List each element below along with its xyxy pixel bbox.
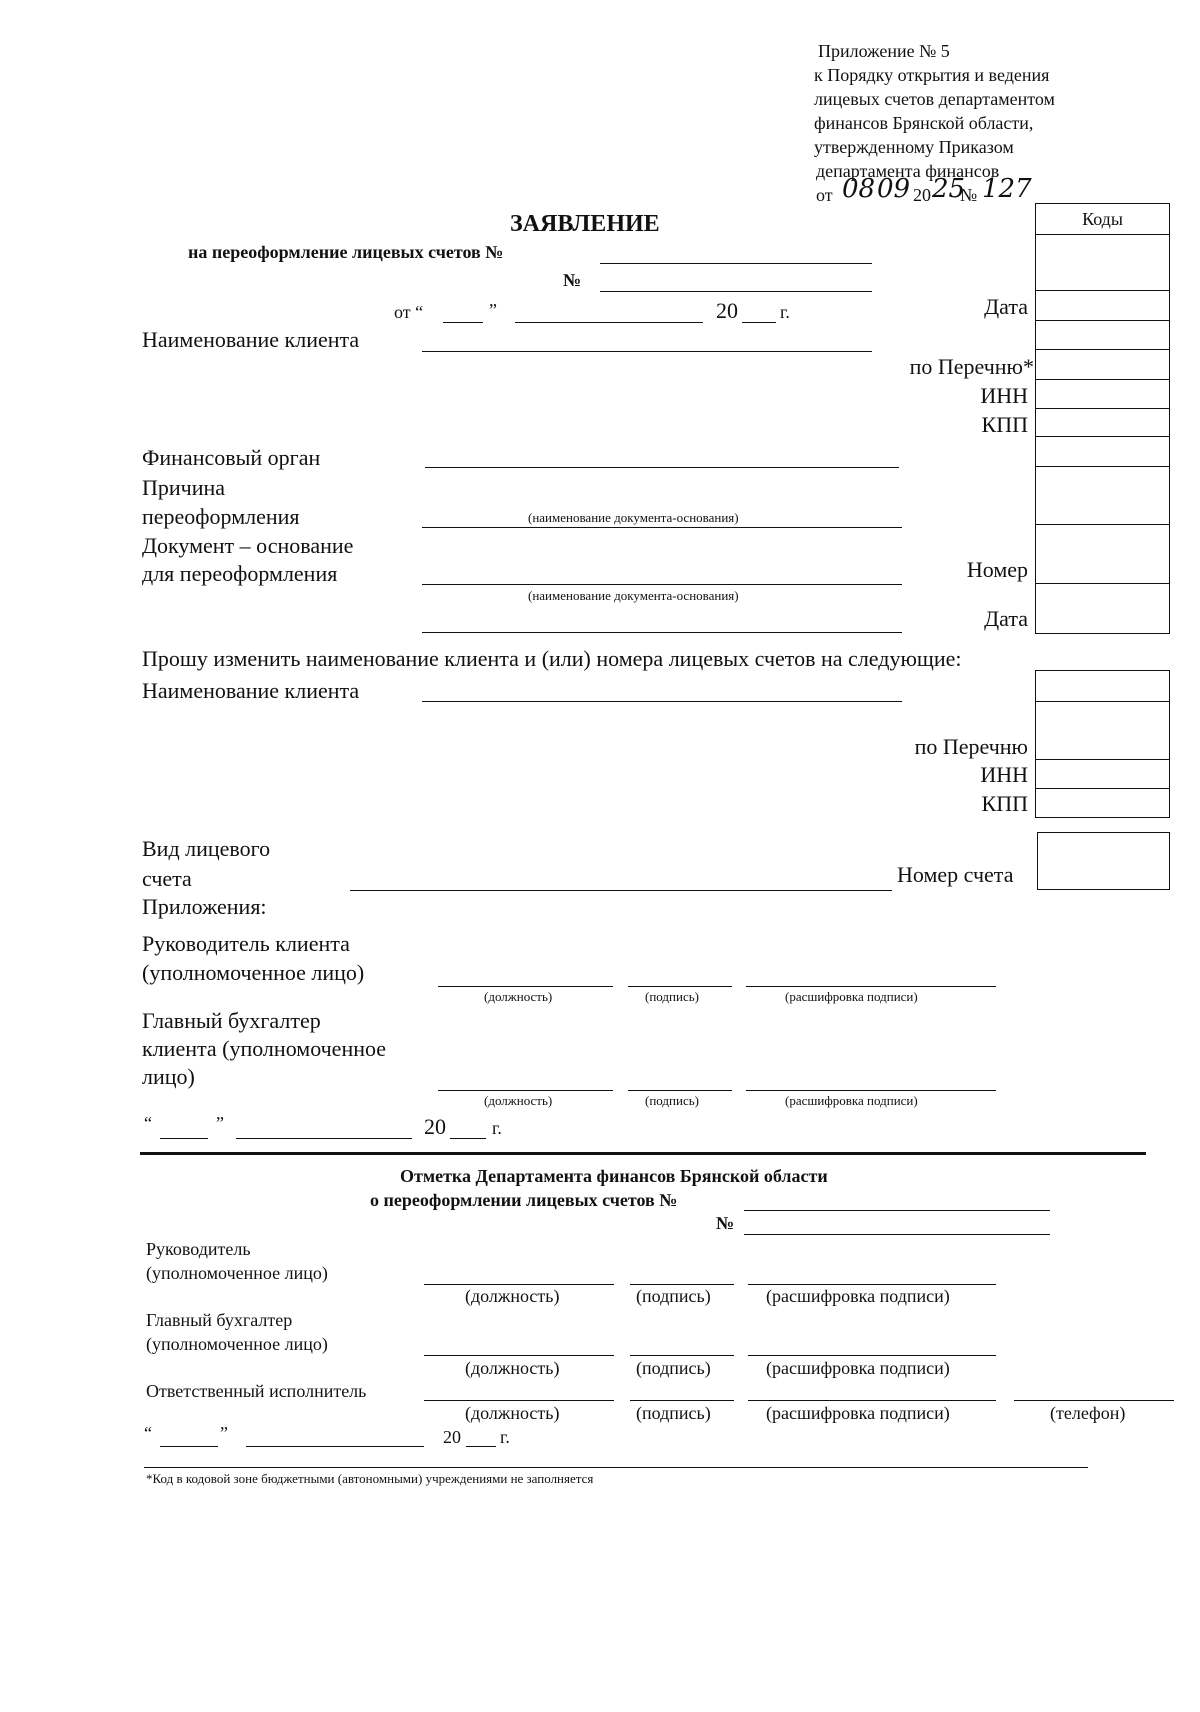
- account-number-2-line[interactable]: [600, 291, 872, 292]
- sig-acc-signature-hint: (подпись): [645, 1093, 699, 1108]
- sig-acc-position-hint: (должность): [484, 1093, 553, 1108]
- annex-hand-day: 08: [842, 174, 876, 204]
- number-sign-2: №: [563, 270, 582, 290]
- date-close-quote: ”: [489, 300, 497, 320]
- dept-date-close: ”: [220, 1423, 228, 1443]
- sig-head-signature-line[interactable]: [628, 986, 732, 987]
- sig-head-label-1: Руководитель клиента: [142, 931, 350, 956]
- date-year-line[interactable]: [742, 322, 776, 323]
- attachments-label: Приложения:: [142, 894, 267, 919]
- doc-hint-2: (наименование документа-основания): [528, 588, 739, 603]
- date-year-prefix: 20: [716, 298, 738, 323]
- date-from: от “: [394, 302, 424, 322]
- codes-date2-label: Дата: [984, 606, 1028, 631]
- sig-date-year-line[interactable]: [450, 1138, 486, 1139]
- sig-head-decode-hint: (расшифровка подписи): [785, 989, 918, 1004]
- reason-line[interactable]: [422, 527, 902, 528]
- dept-acc-decode-hint: (расшифровка подписи): [766, 1358, 950, 1378]
- doc-basis-label-2: для переоформления: [142, 561, 338, 586]
- dept-date-year-suffix: г.: [500, 1427, 510, 1447]
- dept-head-position-line[interactable]: [424, 1284, 614, 1285]
- dept-title-1: Отметка Департамента финансов Брянской области: [400, 1166, 828, 1186]
- sig-date-month-line[interactable]: [236, 1138, 412, 1139]
- new-client-name-line[interactable]: [422, 701, 902, 702]
- new-codes-table: [1035, 670, 1170, 818]
- dept-date-year-line[interactable]: [466, 1446, 496, 1447]
- codes-inn-label: ИНН: [980, 383, 1028, 408]
- dept-head-position-hint: (должность): [465, 1286, 560, 1306]
- dept-executor-label: Ответственный исполнитель: [146, 1381, 367, 1401]
- annex-year-prefix: 20: [913, 185, 931, 205]
- doc-hint-1: (наименование документа-основания): [528, 510, 739, 525]
- annex-line-3: финансов Брянской области,: [814, 113, 1034, 133]
- dept-acc-label-2: (уполномоченное лицо): [146, 1334, 328, 1354]
- annex-line-2: лицевых счетов департаментом: [814, 89, 1055, 109]
- fin-organ-label: Финансовый орган: [142, 445, 321, 470]
- reason-label-1: Причина: [142, 475, 226, 500]
- annex-line-4: утвержденному Приказом: [814, 137, 1014, 157]
- dept-exec-decode-hint: (расшифровка подписи): [766, 1403, 950, 1423]
- annex-hand-year: 25: [932, 174, 966, 204]
- fin-organ-line[interactable]: [425, 467, 899, 468]
- dept-acc-label-1: Главный бухгалтер: [146, 1310, 293, 1330]
- codes-header: Коды: [1082, 209, 1123, 229]
- sig-head-signature-hint: (подпись): [645, 989, 699, 1004]
- dept-date-day-line[interactable]: [160, 1446, 218, 1447]
- dept-exec-phone-hint: (телефон): [1050, 1403, 1126, 1423]
- sig-date-year-prefix: 20: [424, 1114, 446, 1139]
- dept-acc-signature-hint: (подпись): [636, 1358, 711, 1378]
- doc-basis-line[interactable]: [422, 584, 902, 585]
- dept-number-sign-2: №: [716, 1213, 735, 1233]
- annex-hand-month: 09: [877, 174, 911, 204]
- sig-acc-decode-line[interactable]: [746, 1090, 996, 1091]
- account-type-label-1: Вид лицевого: [142, 836, 271, 861]
- dept-head-label-2: (уполномоченное лицо): [146, 1263, 328, 1283]
- account-type-line[interactable]: [350, 890, 892, 891]
- dept-head-signature-line[interactable]: [630, 1284, 734, 1285]
- annex-line-5: департамента финансов: [816, 161, 1000, 181]
- annex-line-1: к Порядку открытия и ведения: [814, 65, 1050, 85]
- dept-acc-position-line[interactable]: [424, 1355, 614, 1356]
- sig-head-position-hint: (должность): [484, 989, 553, 1004]
- codes-table: [1035, 203, 1170, 634]
- sig-acc-position-line[interactable]: [438, 1090, 613, 1091]
- client-name-label: Наименование клиента: [142, 327, 360, 352]
- sig-acc-label-1: Главный бухгалтер: [142, 1008, 321, 1033]
- reason-label-2: переоформления: [142, 504, 300, 529]
- sig-acc-decode-hint: (расшифровка подписи): [785, 1093, 918, 1108]
- sig-date-close: ”: [216, 1113, 224, 1133]
- dept-head-signature-hint: (подпись): [636, 1286, 711, 1306]
- client-name-line[interactable]: [422, 351, 872, 352]
- dept-head-decode-line[interactable]: [748, 1284, 996, 1285]
- account-type-label-2: счета: [142, 866, 192, 891]
- account-number-1-line[interactable]: [600, 263, 872, 264]
- annex-hand-number: 127: [982, 174, 1032, 204]
- annex-date-prefix: от: [816, 185, 833, 205]
- date-month-line[interactable]: [515, 322, 703, 323]
- sig-acc-label-3: лицо): [142, 1064, 195, 1089]
- dept-exec-signature-line[interactable]: [630, 1400, 734, 1401]
- sig-acc-signature-line[interactable]: [628, 1090, 732, 1091]
- dept-exec-signature-hint: (подпись): [636, 1403, 711, 1423]
- dept-number-2-line[interactable]: [744, 1234, 1050, 1235]
- sig-head-decode-line[interactable]: [746, 986, 996, 987]
- date-day-line[interactable]: [443, 322, 483, 323]
- sig-date-day-line[interactable]: [160, 1138, 208, 1139]
- dept-exec-position-line[interactable]: [424, 1400, 614, 1401]
- codes-date-label: Дата: [984, 294, 1028, 319]
- footnote: *Код в кодовой зоне бюджетными (автономными) учреждениями не заполняется: [146, 1471, 594, 1486]
- footnote-divider: [144, 1467, 1088, 1468]
- dept-head-label-1: Руководитель: [146, 1239, 251, 1259]
- codes-kpp-label: КПП: [981, 412, 1028, 437]
- sig-date-open: “: [144, 1113, 152, 1133]
- new-list-label: по Перечню: [914, 734, 1028, 759]
- annex-number-sign: №: [960, 185, 978, 205]
- request-text: Прошу изменить наименование клиента и (или) номера лицевых счетов на следующие:: [142, 646, 962, 671]
- sig-acc-label-2: клиента (уполномоченное: [142, 1036, 387, 1061]
- doc-basis-extra-line[interactable]: [422, 632, 902, 633]
- account-number-label: Номер счета: [897, 862, 1014, 887]
- dept-title-2: о переоформлении лицевых счетов №: [370, 1190, 678, 1210]
- account-number-box[interactable]: [1037, 832, 1170, 890]
- page-subtitle: на переоформление лицевых счетов №: [188, 242, 504, 262]
- dept-acc-position-hint: (должность): [465, 1358, 560, 1378]
- sig-head-position-line[interactable]: [438, 986, 613, 987]
- dept-number-1-line[interactable]: [744, 1210, 1050, 1211]
- dept-acc-decode-line[interactable]: [748, 1355, 996, 1356]
- section-divider: [140, 1152, 1146, 1155]
- dept-date-month-line[interactable]: [246, 1446, 424, 1447]
- dept-date-open: “: [144, 1423, 152, 1443]
- dept-head-decode-hint: (расшифровка подписи): [766, 1286, 950, 1306]
- sig-date-year-suffix: г.: [492, 1118, 502, 1138]
- page-title: ЗАЯВЛЕНИЕ: [510, 211, 660, 237]
- new-kpp-label: КПП: [981, 791, 1028, 816]
- codes-list-label: по Перечню*: [909, 354, 1034, 379]
- dept-exec-phone-line[interactable]: [1014, 1400, 1174, 1401]
- dept-exec-position-hint: (должность): [465, 1403, 560, 1423]
- sig-head-label-2: (уполномоченное лицо): [142, 960, 365, 985]
- date-year-suffix: г.: [780, 302, 790, 322]
- new-client-name-label: Наименование клиента: [142, 678, 360, 703]
- dept-exec-decode-line[interactable]: [748, 1400, 996, 1401]
- new-inn-label: ИНН: [980, 762, 1028, 787]
- doc-basis-label-1: Документ – основание: [142, 533, 354, 558]
- dept-acc-signature-line[interactable]: [630, 1355, 734, 1356]
- dept-date-year-prefix: 20: [443, 1427, 461, 1447]
- codes-number-label: Номер: [966, 557, 1028, 582]
- annex-title: Приложение № 5: [818, 41, 950, 61]
